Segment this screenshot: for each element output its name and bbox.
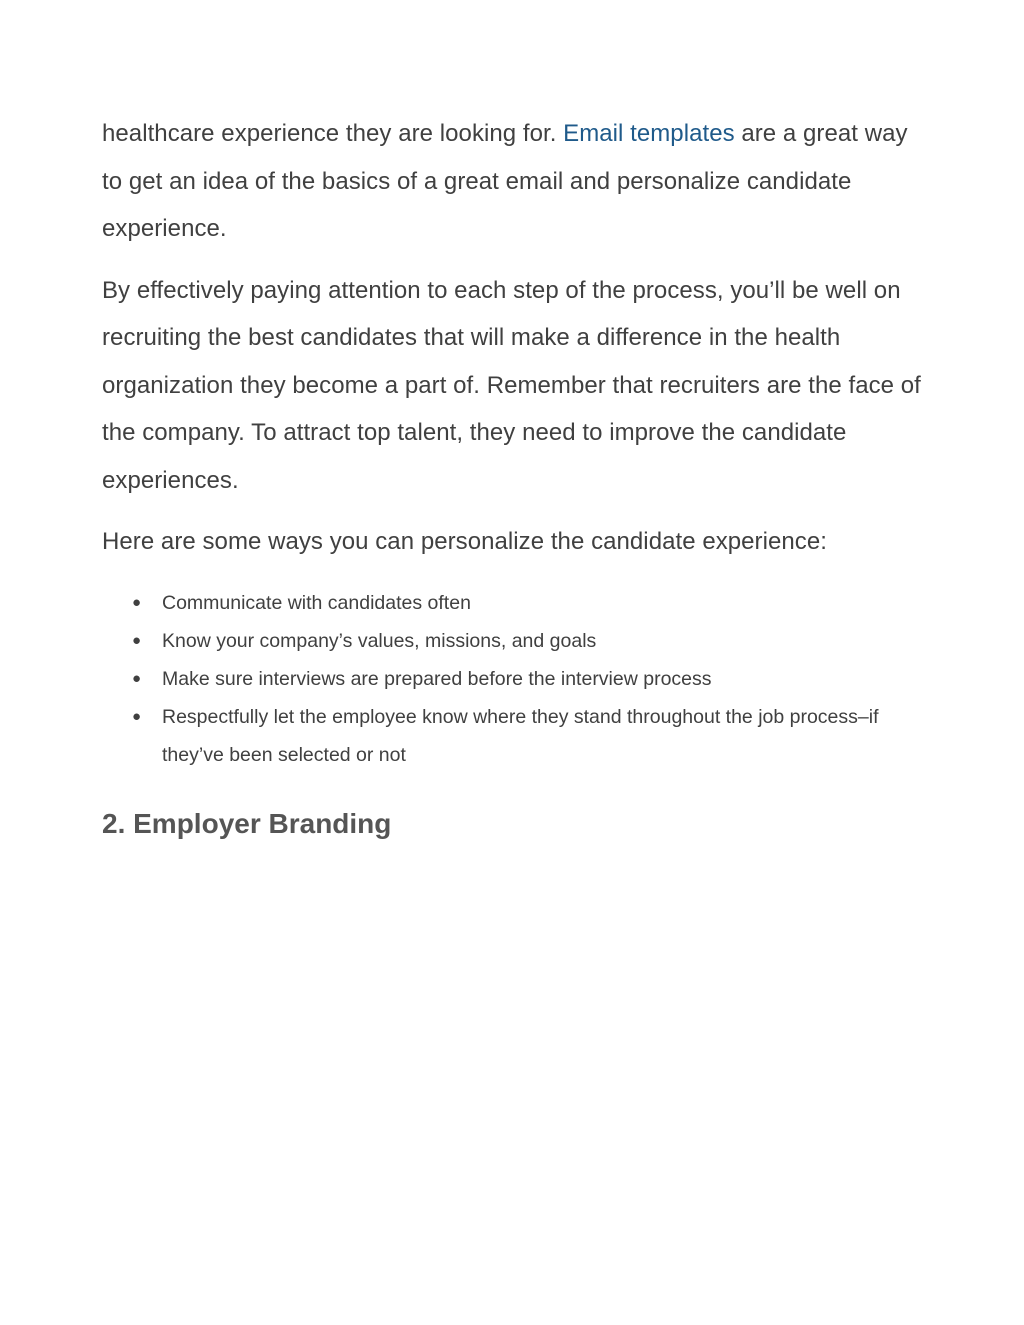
list-item-text: Communicate with candidates often — [162, 591, 471, 614]
email-templates-link[interactable]: Email templates — [563, 120, 735, 147]
bullet-icon: ● — [132, 631, 142, 649]
paragraph-ways-intro: Here are some ways you can personalize the candidate experience: — [102, 528, 827, 555]
paragraph-process: By effectively paying attention to each step of the process, you’ll be well on recruiting the best candidates that will make a difference in the health organization they become a part of. Remember that recruiters are the face of the company. To attract top talent, they need to improve the candidate experiences. — [102, 276, 921, 494]
section-heading: 2. Employer Branding — [102, 807, 392, 839]
list-item — [102, 584, 922, 622]
bullet-icon: ● — [132, 669, 142, 687]
paragraph-text-after-link: are a great way to get an idea of the basics of a great email and personalize candidate experience. — [102, 120, 908, 242]
bullet-list — [102, 584, 922, 774]
list-item-text: Respectfully let the employee know where they stand throughout the job process–if they’ve been selected or not — [162, 705, 879, 766]
document-page — [102, 110, 922, 844]
paragraph-email-templates — [102, 110, 922, 253]
list-item-text: Know your company’s values, missions, and goals — [162, 629, 597, 652]
list-item-text: Make sure interviews are prepared before the interview process — [162, 667, 712, 690]
list-item — [102, 660, 922, 698]
paragraph-text-before-link: healthcare experience they are looking for. — [102, 120, 564, 147]
bullet-icon: ● — [132, 707, 142, 725]
bullet-icon: ● — [132, 593, 142, 611]
list-item — [102, 622, 922, 660]
list-item — [102, 698, 922, 774]
